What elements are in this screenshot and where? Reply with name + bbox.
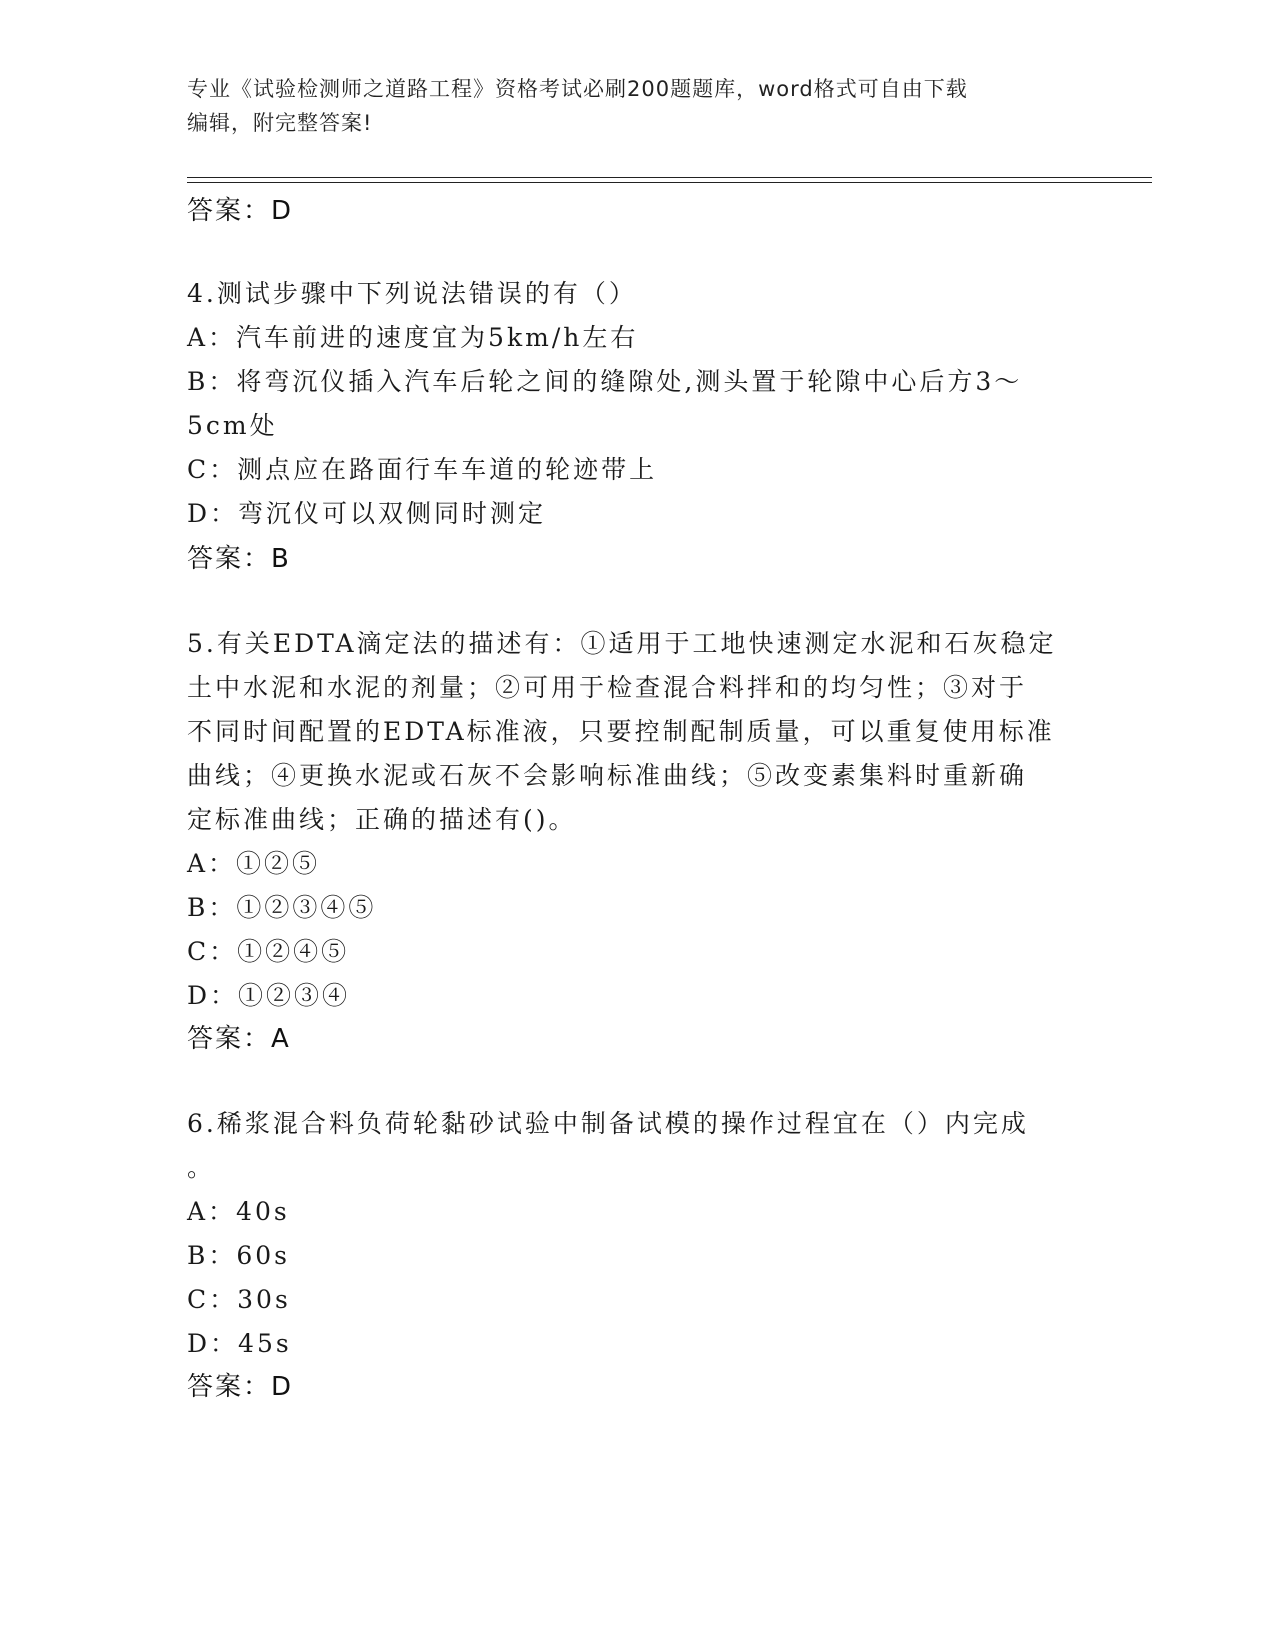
document-header [187, 72, 1087, 140]
header-divider-top [187, 177, 1152, 178]
q5-option-b: B：①②③④⑤ [187, 893, 377, 922]
q5-stem-line-3: 不同时间配置的EDTA标准液，只要控制配制质量，可以重复使用标准 [187, 717, 1055, 746]
q6-stem-line-2: 。 [187, 1153, 216, 1182]
q5-option-d: D：①②③④ [187, 981, 351, 1010]
q5-option-a: A：①②⑤ [187, 849, 321, 878]
q4-option-b-line-2: 5cm处 [187, 411, 278, 440]
answer-q3: 答案：D [187, 196, 294, 226]
q5-stem-line-2: 土中水泥和水泥的剂量；②可用于检查混合料拌和的均匀性；③对于 [187, 673, 1028, 702]
q6-option-d: D：45s [187, 1329, 292, 1358]
q6-option-a: A：40s [187, 1197, 290, 1226]
q5-option-c: C：①②④⑤ [187, 937, 350, 966]
q4-option-b-line-1: B：将弯沉仪插入汽车后轮之间的缝隙处,测头置于轮隙中心后方3～ [187, 367, 1023, 396]
q4-answer: 答案：B [187, 544, 291, 574]
header-line-1: 专业《试验检测师之道路工程》资格考试必刷200题题库，word格式可自由下载 [187, 77, 968, 101]
q6-stem-line-1: 6.稀浆混合料负荷轮黏砂试验中制备试模的操作过程宜在（）内完成 [187, 1109, 1029, 1138]
q6-option-c: C：30s [187, 1285, 291, 1314]
q5-stem-line-5: 定标准曲线；正确的描述有()。 [187, 805, 577, 834]
q6-answer: 答案：D [187, 1372, 294, 1402]
q6-option-b: B：60s [187, 1241, 291, 1270]
q5-answer: 答案：A [187, 1024, 291, 1054]
q5-stem-line-1: 5.有关EDTA滴定法的描述有：①适用于工地快速测定水泥和石灰稳定 [187, 629, 1057, 658]
q5-stem-line-4: 曲线；④更换水泥或石灰不会影响标准曲线；⑤改变素集料时重新确 [187, 761, 1028, 790]
q4-option-a: A：汽车前进的速度宜为5km/h左右 [187, 323, 639, 352]
q4-option-c: C：测点应在路面行车车道的轮迹带上 [187, 455, 658, 484]
q4-stem: 4.测试步骤中下列说法错误的有（） [187, 279, 637, 308]
header-divider-bottom [187, 182, 1152, 183]
header-line-2: 编辑，附完整答案! [187, 111, 373, 135]
q4-option-d: D：弯沉仪可以双侧同时测定 [187, 499, 547, 528]
